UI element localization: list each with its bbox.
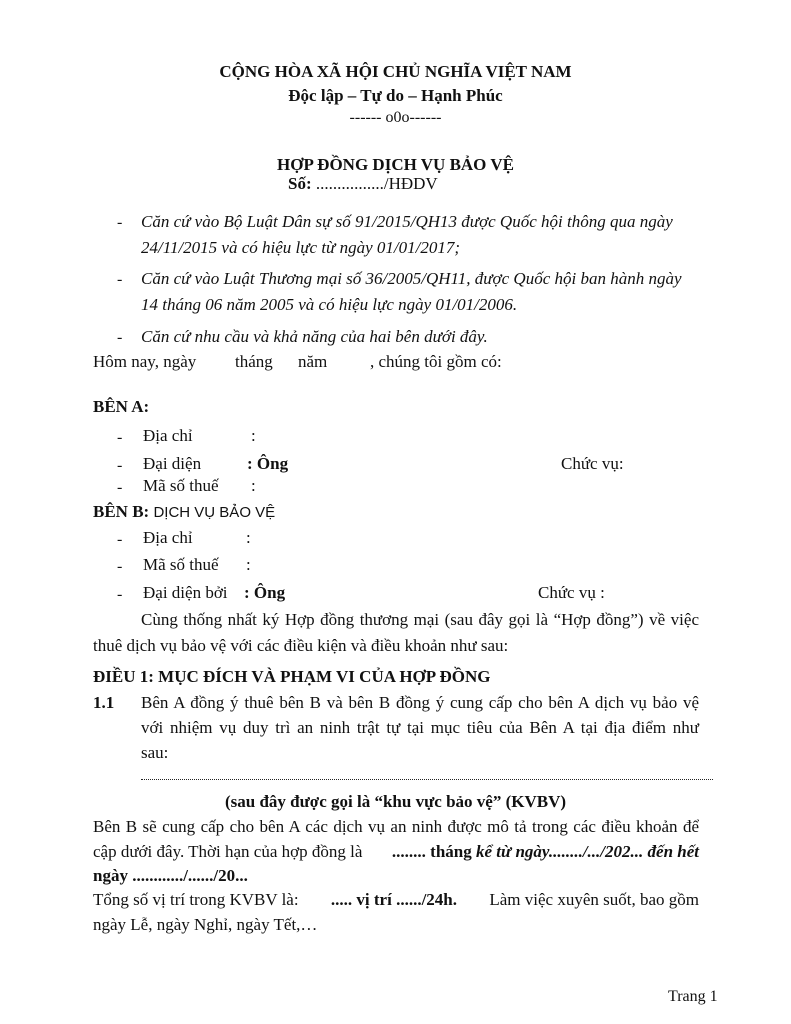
basis-line: 14 tháng 06 năm 2005 và có hiệu lực ngày 01/01/2006. xyxy=(141,295,518,314)
agreement-line: Cùng thống nhất ký Hợp đồng thương mại (sau đây gọi là “Hợp đồng”) về việc xyxy=(141,610,699,629)
paragraph-text: Tổng số vị trí trong KVBV là: xyxy=(93,890,299,909)
party-b-name: DỊCH VỤ BẢO VỆ xyxy=(153,504,276,521)
party-a-heading: BÊN A: xyxy=(93,397,150,416)
term-end-date: ngày ............/....../20... xyxy=(93,866,248,885)
date-today: Hôm nay, ngày xyxy=(93,352,197,371)
nation-title: CỘNG HÒA XÃ HỘI CHỦ NGHĨA VIỆT NAM xyxy=(219,62,572,81)
paragraph-line: ngày Lễ, ngày Nghỉ, ngày Tết,… xyxy=(93,915,318,934)
bullet-dash: - xyxy=(117,479,123,496)
date-rest: , chúng tôi gồm có: xyxy=(370,352,502,371)
basis-line: Căn cứ vào Bộ Luật Dân sự số 91/2015/QH13 được Quốc hội thông qua ngày xyxy=(141,212,673,231)
party-b-rep-label: Đại diện bởi xyxy=(143,583,228,602)
paragraph-line: Bên B sẽ cung cấp cho bên A các dịch vụ an ninh được mô tả trong các điều khoản để xyxy=(93,817,699,836)
positions-count: ..... vị trí ....../24h. xyxy=(330,890,458,909)
basis-line: Căn cứ nhu cầu và khả năng của hai bên dưới đây. xyxy=(141,327,488,346)
contract-number xyxy=(288,174,438,194)
party-b-heading xyxy=(93,502,275,522)
contract-title: HỢP ĐỒNG DỊCH VỤ BẢO VỆ xyxy=(277,155,514,174)
party-a-tax-label: Mã số thuế xyxy=(143,476,219,495)
contract-number-label: Số: xyxy=(288,174,312,193)
bullet-dash: - xyxy=(117,586,123,603)
party-b-tax-colon: : xyxy=(246,555,251,574)
basis-line: Căn cứ vào Luật Thương mại số 36/2005/QH11, được Quốc hội ban hành ngày xyxy=(141,269,682,288)
term-dates: kể từ ngày......../.../202... đến hết xyxy=(476,842,699,861)
paragraph-text: Làm việc xuyên suốt, bao gồm xyxy=(489,890,699,909)
contract-term xyxy=(362,842,699,862)
basis-line: 24/11/2015 và có hiệu lực từ ngày 01/01/2017; xyxy=(141,238,460,257)
party-b-heading-label: BÊN B: xyxy=(93,502,150,521)
party-b-tax-label: Mã số thuế xyxy=(143,555,219,574)
term-months: ........ tháng xyxy=(391,842,476,861)
date-year: năm xyxy=(298,352,328,371)
party-b-address-colon: : xyxy=(246,528,251,547)
article-1-heading: ĐIỀU 1: MỤC ĐÍCH VÀ PHẠM VI CỦA HỢP ĐỒNG xyxy=(93,667,491,686)
party-a-address-label: Địa chỉ xyxy=(143,426,193,445)
bullet-dash: - xyxy=(117,531,123,548)
paragraph-line xyxy=(93,890,699,910)
bullet-dash: - xyxy=(117,558,123,575)
clause-line: sau: xyxy=(141,743,169,762)
date-month: tháng xyxy=(235,352,273,371)
motto: Độc lập – Tự do – Hạnh Phúc xyxy=(288,86,503,105)
paragraph-line xyxy=(93,842,699,862)
bullet-dash: - xyxy=(117,429,123,446)
party-a-rep-label: Đại diện xyxy=(143,454,202,473)
kvbv-definition: (sau đây được gọi là “khu vực bảo vệ” (KVBV) xyxy=(224,792,567,811)
contract-number-value: ................/HĐDV xyxy=(315,174,438,193)
basis-dash: - xyxy=(117,329,123,346)
header-divider: ------ o0o------ xyxy=(349,109,442,126)
paragraph-text: cập dưới đây. Thời hạn của hợp đồng là xyxy=(93,842,363,861)
party-a-tax-colon: : xyxy=(251,476,256,495)
agreement-line: thuê dịch vụ bảo vệ với các điều kiện và điều khoản như sau: xyxy=(93,636,509,655)
location-fill-line xyxy=(141,779,713,780)
party-a-position-label: Chức vụ: xyxy=(561,454,624,473)
party-a-rep-value: : Ông xyxy=(247,454,289,473)
clause-line: Bên A đồng ý thuê bên B và bên B đồng ý cung cấp cho bên A dịch vụ bảo vệ xyxy=(141,693,699,712)
party-b-address-label: Địa chỉ xyxy=(143,528,193,547)
party-b-position-label: Chức vụ : xyxy=(538,583,605,602)
party-b-rep-value: : Ông xyxy=(244,583,286,602)
basis-dash: - xyxy=(117,271,123,288)
clause-number: 1.1 xyxy=(93,693,115,712)
basis-dash: - xyxy=(117,214,123,231)
bullet-dash: - xyxy=(117,457,123,474)
page-number: Trang 1 xyxy=(668,988,718,1005)
clause-line: với nhiệm vụ duy trì an ninh trật tự tại mục tiêu của Bên A tại địa điểm như xyxy=(141,718,699,737)
party-a-address-colon: : xyxy=(251,426,256,445)
